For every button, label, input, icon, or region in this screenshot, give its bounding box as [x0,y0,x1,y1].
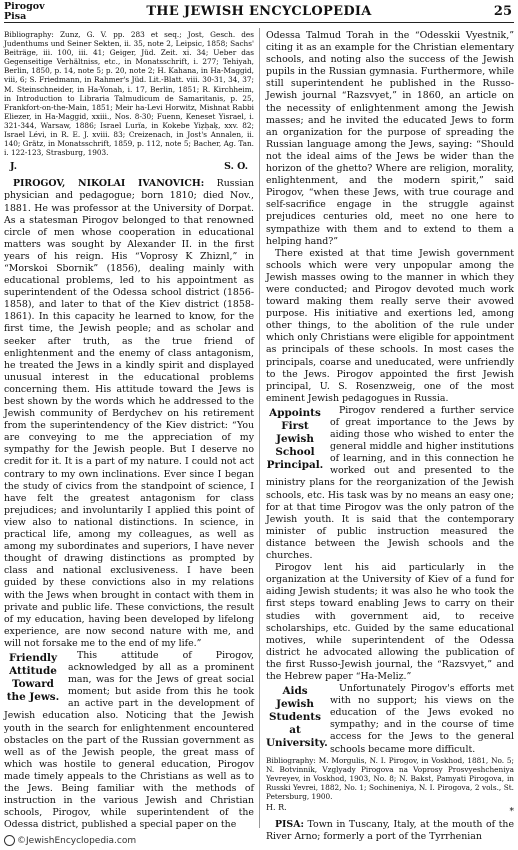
header-rule [4,22,514,23]
page-number: 25 [493,4,512,19]
column-divider [259,28,260,828]
running-head-last: Pisa [4,11,27,22]
signature-right: S. O. [224,161,248,173]
entry-heading-pisa: PISA: [275,819,304,831]
signature-row [4,161,254,172]
body-paragraph: This attitude of Pirogov, acknowledged by all as a prominent man, was for the Jews of great social moment; but aside from this he took an active part in the development of Jewish education also. Noticing that the Jewish youth in the search for enlightenment encountered obstacles on the part of the Russian government as well as of the Jewish people, the great mass of which was hostile to general education, Pirogov made timely appeals to the Christians as well as to the Jews. Being familiar with the methods of instruction in the various Jewish and Christian schools, Pirogov, while superintendent of the Odessa district, published a special paper on the [4,649,254,831]
entry-intro-text: Russian physician and pedagogue; born 1810; died Nov., 1881. He was professor at the University of Dorpat. As a statesman Pirogov belonged to that renowned circle of men whose cooperation in educational matters was sought by Alexander II. in the first years of his reign. His “Voprosy K Zhiznl,” in “Morskoi Sbornik” (1856), dealing mainly with educational problems, led to his appointment as superintendent of the Odessa school district (1856-1858), and later to that of the Kiev district (1858-1861). In this capacity he learned to know, for the first time, the Jewish people; and as scholar and seeker after truth, as the true friend of enlightenment and the enemy of class antagonism, he treated the Jews in a kindly spirit and displayed unusual interest in the educational problems concerning them. His attitude toward the Jews is best shown by the words which he addressed to the Jewish community of Berdychev on his retirement from the superintendency of the Kiev district: “You are conveying to me the appreciation of my sympathy for the Jewish people. But I deserve no credit for it. It is a part of my nature. I could not act contrary to my own inclinations. Ever since I began the study of civics from the standpoint of science, I have felt the greatest antagonism for class prejudices; and involuntarily I applied this point of view also to national distinctions. In science, in practical life, among my colleagues, as well as among my subordinates and superiors, I have never thought of drawing distinctions as prompted by class and national exclusiveness. I have been guided by these convictions also in my relations with the Jews when brought in contact with them in private and public life. These convictions, the result of my education, having been developed by lifelong experience, are now second nature with me, and will not forsake me to the end of my life.” [4,178,254,649]
entry-heading: PIROGOV, NIKOLAI IVANOVICH: [13,178,205,190]
page-title: THE JEWISH ENCYCLOPEDIA [146,4,372,19]
site-credit-text: ©JewishEncyclopedia.com [17,835,137,846]
side-heading-appoints-principal: Appoints First Jewish School Principal. [266,406,324,471]
bibliography-pirogov: Bibliography: M. Morgulis, N. I. Pirogov, in Voskhod, 1881, No. 5; N. Botvinnik, Vzglyady Pirogova na Voprosy Prosvyeshcheniya Yevreyev, in Voskhod, 1903, No. 8; N. Bakst, Pamyati Pirogova, in Russki Yevrei, 1882, No. 1; Sochineniya, N. I. Pirogova, 2 vols., St. Petersburg, 1900. [266,755,514,801]
side-heading-aids-students: Aids Jewish Students at University. [266,685,328,750]
signature-left: J. [10,161,17,173]
entry-pisa-text: Town in Tuscany, Italy, at the mouth of the River Arno; formerly a port of the Tyrrhenian [266,819,514,843]
signature-hr: H. R. [266,803,287,813]
site-credit[interactable] [4,835,136,846]
left-column [4,30,254,831]
side-heading-friendly-attitude: Friendly Attitude Toward the Jews. [6,651,60,703]
right-column [266,30,514,843]
entry-paragraph [4,178,254,650]
body-paragraph: There existed at that time Jewish government schools which were very unpopular among the Jewish masses owing to the manner in which they were conducted; and Pirogov devoted much work toward making them really serve their avowed purpose. His initiative and exertions led, among other things, to the abolition of the rule under which only Christians were eligible for appointment as principals of these schools. In most cases the principals, coarse and uneducated, were unfriendly to the Jews. Pirogov appointed the first Jewish principal, U. S. Rosenzweig, one of the most eminent Jewish pedagogues in Russia. [266,247,514,404]
entry-separator: * [509,807,514,818]
running-head-first: Pirogov [4,1,45,12]
bibliography-previous-entry: Bibliography: Zunz, G. V. pp. 283 et seq.; Jost, Gesch. des Judenthums und Seiner Sekten, ii. 35, note 2, Leipsic, 1858; Sachs' Beiträge, iii. 100, iii. 41; Geiger, Jüd. Zeit. xi. 34; Ueber das Gegenseitige Verhältniss, etc., in Monatsschrift, i. 277; Tehiyah, Berlin, 1850, p. 14, note 5; p. 20, note 2; H. Kahana, in Ha-Maggid, viii, 6; S. Friedmann, in Rahmer's Jüd. Lit.-Blatt. viii. 30-31, 34, 37; M. Steinschneider, in Ha-Yonah, i. 17, Berlin, 1851; R. Kirchheim, in Introduction to Libraria Talmudicum de Samaritanis, p. 25, Frankfort-on-the-Main, 1851; Meir ha-Levi Horwitz, Mishnat Rabbi Eliezer, in Ha-Maggid, xxiii., Nos. 8-30; Fuenn, Keneset Yisrael, i. 321-344, Warsaw, 1886; Israel Lurïa, in Kokebe Yiẓḥaḳ, xxv. 82; Israel Lévi, in R. E. J. xviii. 83; Creizenach, in Jost's Annalen, ii. 140; Grätz, in Monatsschrift, 1859, p. 112, note 5; Bacher, Ag. Tan. i. 122-123, Strasburg, 1903. [4,30,254,158]
body-paragraph: Pirogov rendered a further service of great importance to the Jews by aiding those who wished to enter the general middle and higher institutions of learning, and in this connection he worked out and presented to the ministry plans for the reorganization of the Jewish schools, etc. His task was by no means an easy one; for at that time Pirogov was the only patron of the Jewish youth. It is said that the contemporary minister of public instruction measured the distance between the Jewish schools and the churches. [266,404,514,562]
body-paragraph: Pirogov lent his aid particularly in the organization at the University of Kiev of a fund for aiding Jewish students; it was also he who took the first steps toward enabling Jews to carry on their studies with government aid, to receive scholarships, etc. Guided by the same educational motives, while superintendent of the Odessa district he advocated allowing the publication of the first Russo-Jewish journal, the “Razsvyet,” and the Hebrew paper “Ha-Meliẓ.” [266,562,514,682]
entry-paragraph [266,819,514,843]
body-paragraph: Odessa Talmud Torah in the “Odesskii Vyestnik,” citing it as an example for the Christian elementary schools, and noting also the success of the Jewish pupils in the Russian gymnasia. Furthermore, while still superintendent he published in the Russo-Jewish journal “Razsvyet,” in 1860, an article on the necessity of enlightenment among the Jewish masses; and he invited the educated Jews to form an organization for the purpose of spreading the Russian language among the Jews, saying: “Should not the ideal aims of the Jews be wider than the horizon of the ghetto? Where are religion, morality, enlightenment, and the modern spirit,” said Pirogov, “when these Jews, with true courage and self-sacrifice engage in the struggle against prejudices centuries old, meet no one here to sympathize with them and to extend to them a helping hand?” [266,30,514,247]
body-paragraph: Unfortunately Pirogov's efforts met with no support; his views on the education of the Jews evoked no sympathy; and in the course of time access for the Jews to the general schools became more difficult. [330,683,514,755]
copyright-logo-icon [4,835,15,846]
